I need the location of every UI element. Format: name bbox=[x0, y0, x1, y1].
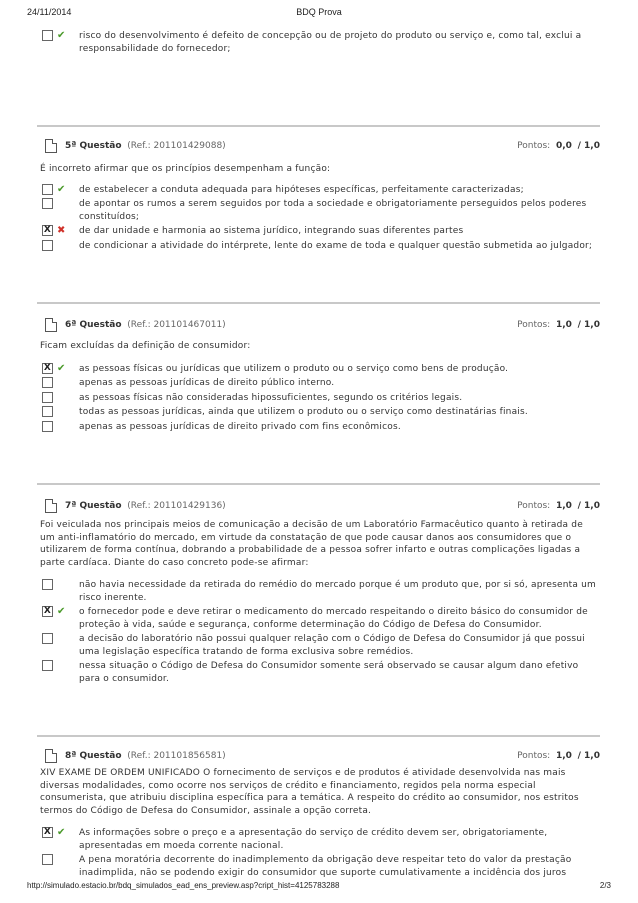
question-ref: (Ref.: 201101429136) bbox=[127, 501, 226, 511]
question-points bbox=[517, 139, 600, 153]
question-ref: (Ref.: 201101429088) bbox=[127, 141, 226, 151]
question-header bbox=[40, 139, 600, 155]
answer-option bbox=[40, 240, 600, 253]
answer-option bbox=[40, 363, 600, 376]
document-icon bbox=[45, 139, 57, 153]
points-label: Pontos: bbox=[517, 501, 551, 511]
points-score: 1,0 bbox=[555, 751, 572, 761]
answer-option bbox=[40, 198, 600, 223]
print-header-date: 24/11/2014 bbox=[27, 7, 72, 17]
option-checkbox-checked[interactable]: X bbox=[43, 606, 52, 616]
question-number: 5ª Questão bbox=[65, 141, 122, 151]
wrong-answer-icon: ✖ bbox=[57, 225, 66, 236]
print-header-title: BDQ Prova bbox=[296, 7, 342, 17]
document-icon bbox=[45, 499, 57, 513]
option-text: apenas as pessoas jurídicas de direito público interno. bbox=[79, 378, 335, 388]
points-score: 1,0 bbox=[555, 501, 572, 511]
option-text: nessa situação o Código de Defesa do Consumidor somente será observado se causar algum dano efetivo para o consumidor. bbox=[79, 661, 579, 684]
points-score: 1,0 bbox=[555, 320, 572, 330]
correct-answer-icon: ✔ bbox=[57, 30, 66, 41]
answer-option bbox=[40, 30, 600, 55]
question-points bbox=[517, 749, 600, 763]
option-text: todas as pessoas jurídicas, ainda que utilizem o produto ou o serviço como destinatárias finais. bbox=[79, 407, 528, 417]
question-number: 8ª Questão bbox=[65, 751, 122, 761]
option-text: o fornecedor pode e deve retirar o medicamento do mercado respeitando o direito básico do consumidor de proteção à vida, saúde e segurança, conforme determinação do Código de Defesa do Consumidor. bbox=[79, 607, 588, 630]
option-text: As informações sobre o preço e a apresentação do serviço de crédito devem ser, obrigatoriamente, apresentadas em moeda corrente nacional. bbox=[79, 828, 548, 851]
points-total: / 1,0 bbox=[577, 141, 600, 151]
points-total: / 1,0 bbox=[577, 320, 600, 330]
option-text: risco do desenvolvimento é defeito de concepção ou de projeto do produto ou serviço e, como tal, exclui a responsabilidade do fornecedor; bbox=[79, 31, 582, 54]
answer-option bbox=[40, 606, 600, 631]
option-checkbox[interactable] bbox=[42, 240, 53, 251]
correct-answer-icon: ✔ bbox=[57, 183, 66, 195]
option-text: de estabelecer a conduta adequada para hipóteses específicas, perfeitamente caracterizadas; bbox=[79, 184, 524, 195]
answer-option bbox=[40, 184, 600, 197]
correct-answer-icon: ✔ bbox=[57, 606, 66, 617]
option-text: não havia necessidade da retirada do remédio do mercado porque é um produto que, por si só, apresenta um risco inerente. bbox=[79, 580, 596, 603]
option-checkbox[interactable] bbox=[42, 660, 53, 671]
correct-answer-icon: ✔ bbox=[57, 362, 66, 374]
points-total: / 1,0 bbox=[577, 501, 600, 511]
points-label: Pontos: bbox=[517, 141, 551, 151]
option-text: a decisão do laboratório não possui qualquer relação com o Código de Defesa do Consumidor já que possui uma legislação específica tratando de forma exclusiva sobre remédios. bbox=[79, 634, 585, 657]
answer-option bbox=[40, 633, 600, 658]
option-text: de condicionar a atividade do intérprete, lente do exame de toda e qualquer questão submetida ao julgador; bbox=[79, 240, 593, 251]
question-ref: (Ref.: 201101856581) bbox=[127, 751, 226, 761]
points-total: / 1,0 bbox=[577, 751, 600, 761]
answer-option bbox=[40, 392, 600, 405]
option-text: de dar unidade e harmonia ao sistema jurídico, integrando suas diferentes partes bbox=[79, 226, 464, 236]
option-text: de apontar os rumos a serem seguidos por toda a sociedade e obrigatoriamente perseguidos pelos poderes constituídos; bbox=[79, 199, 587, 222]
question-text: É incorreto afirmar que os princípios desempenham a função: bbox=[40, 164, 331, 174]
option-text: apenas as pessoas jurídicas de direito privado com fins econômicos. bbox=[79, 421, 401, 432]
question-ref: (Ref.: 201101467011) bbox=[127, 320, 226, 330]
question-text: Foi veiculada nos principais meios de comunicação a decisão de um Laboratório Farmacêutico quanto à retirada de um anti-inflamatório do mercado, em virtude da constatação de que pode causar danos aos consumidores que o utilizarem de forma contínua, dobrando a probabilidade de a pessoa sofrer infarto e outras complicações ligadas a parte cardíaca. Diante do caso concreto pode-se afirmar: bbox=[40, 520, 583, 568]
answer-option bbox=[40, 854, 600, 879]
correct-answer-icon: ✔ bbox=[57, 827, 66, 838]
answer-option bbox=[40, 660, 600, 685]
points-label: Pontos: bbox=[517, 320, 551, 330]
question-points bbox=[517, 318, 600, 332]
question-text: Ficam excluídas da definição de consumidor: bbox=[40, 341, 251, 351]
print-footer-url: http://simulado.estacio.br/bdq_simulados_ead_ens_preview.asp?cript_hist=4125783288 bbox=[27, 881, 340, 890]
option-checkbox[interactable] bbox=[42, 377, 53, 388]
question-list bbox=[40, 30, 600, 881]
option-checkbox[interactable] bbox=[42, 579, 53, 590]
option-checkbox-checked[interactable]: X bbox=[43, 225, 52, 235]
question-points bbox=[517, 499, 600, 513]
option-text: as pessoas físicas ou jurídicas que utilizem o produto ou o serviço como bens de produção. bbox=[79, 363, 509, 374]
question-number: 6ª Questão bbox=[65, 320, 122, 330]
question-text: XIV EXAME DE ORDEM UNIFICADO O fornecimento de serviços e de produtos é atividade desenvolvida nas mais diversas modalidades, como ocorre nos serviços de crédito e financiamento, regidos pela norma especial consumerista, que atribuiu disciplina específica para a temática. A respeito do crédito ao consumidor, nos estritos termos do Código de Defesa do Consumidor, assinale a opção correta. bbox=[40, 768, 579, 816]
print-footer-page-number: 2/3 bbox=[599, 881, 611, 890]
document-icon bbox=[45, 749, 57, 763]
answer-option bbox=[40, 406, 600, 419]
option-checkbox[interactable] bbox=[42, 406, 53, 417]
option-checkbox[interactable] bbox=[42, 30, 53, 41]
option-text: A pena moratória decorrente do inadimplemento da obrigação deve respeitar teto do valor da prestação inadimplida, não se podendo exigir do consumidor que suporte cumulativamente a incidência dos juros bbox=[79, 855, 572, 878]
question-header bbox=[40, 749, 600, 765]
document-icon bbox=[45, 318, 57, 332]
points-label: Pontos: bbox=[517, 751, 551, 761]
option-text: as pessoas físicas não consideradas hipossuficientes, segundo os critérios legais. bbox=[79, 392, 463, 403]
option-checkbox-checked[interactable]: X bbox=[43, 362, 52, 373]
answer-option bbox=[40, 225, 600, 238]
option-checkbox[interactable] bbox=[42, 184, 53, 195]
answer-option bbox=[40, 827, 600, 852]
answer-option bbox=[40, 377, 600, 390]
answer-option bbox=[40, 579, 600, 604]
option-checkbox[interactable] bbox=[42, 633, 53, 644]
option-checkbox[interactable] bbox=[42, 421, 53, 432]
question-header bbox=[40, 318, 600, 334]
option-checkbox-checked[interactable]: X bbox=[43, 827, 52, 837]
points-score: 0,0 bbox=[555, 141, 572, 151]
option-checkbox[interactable] bbox=[42, 198, 53, 209]
answer-option bbox=[40, 421, 600, 434]
question-number: 7ª Questão bbox=[65, 501, 122, 511]
option-checkbox[interactable] bbox=[42, 854, 53, 865]
question-header bbox=[40, 499, 600, 515]
option-checkbox[interactable] bbox=[42, 392, 53, 403]
